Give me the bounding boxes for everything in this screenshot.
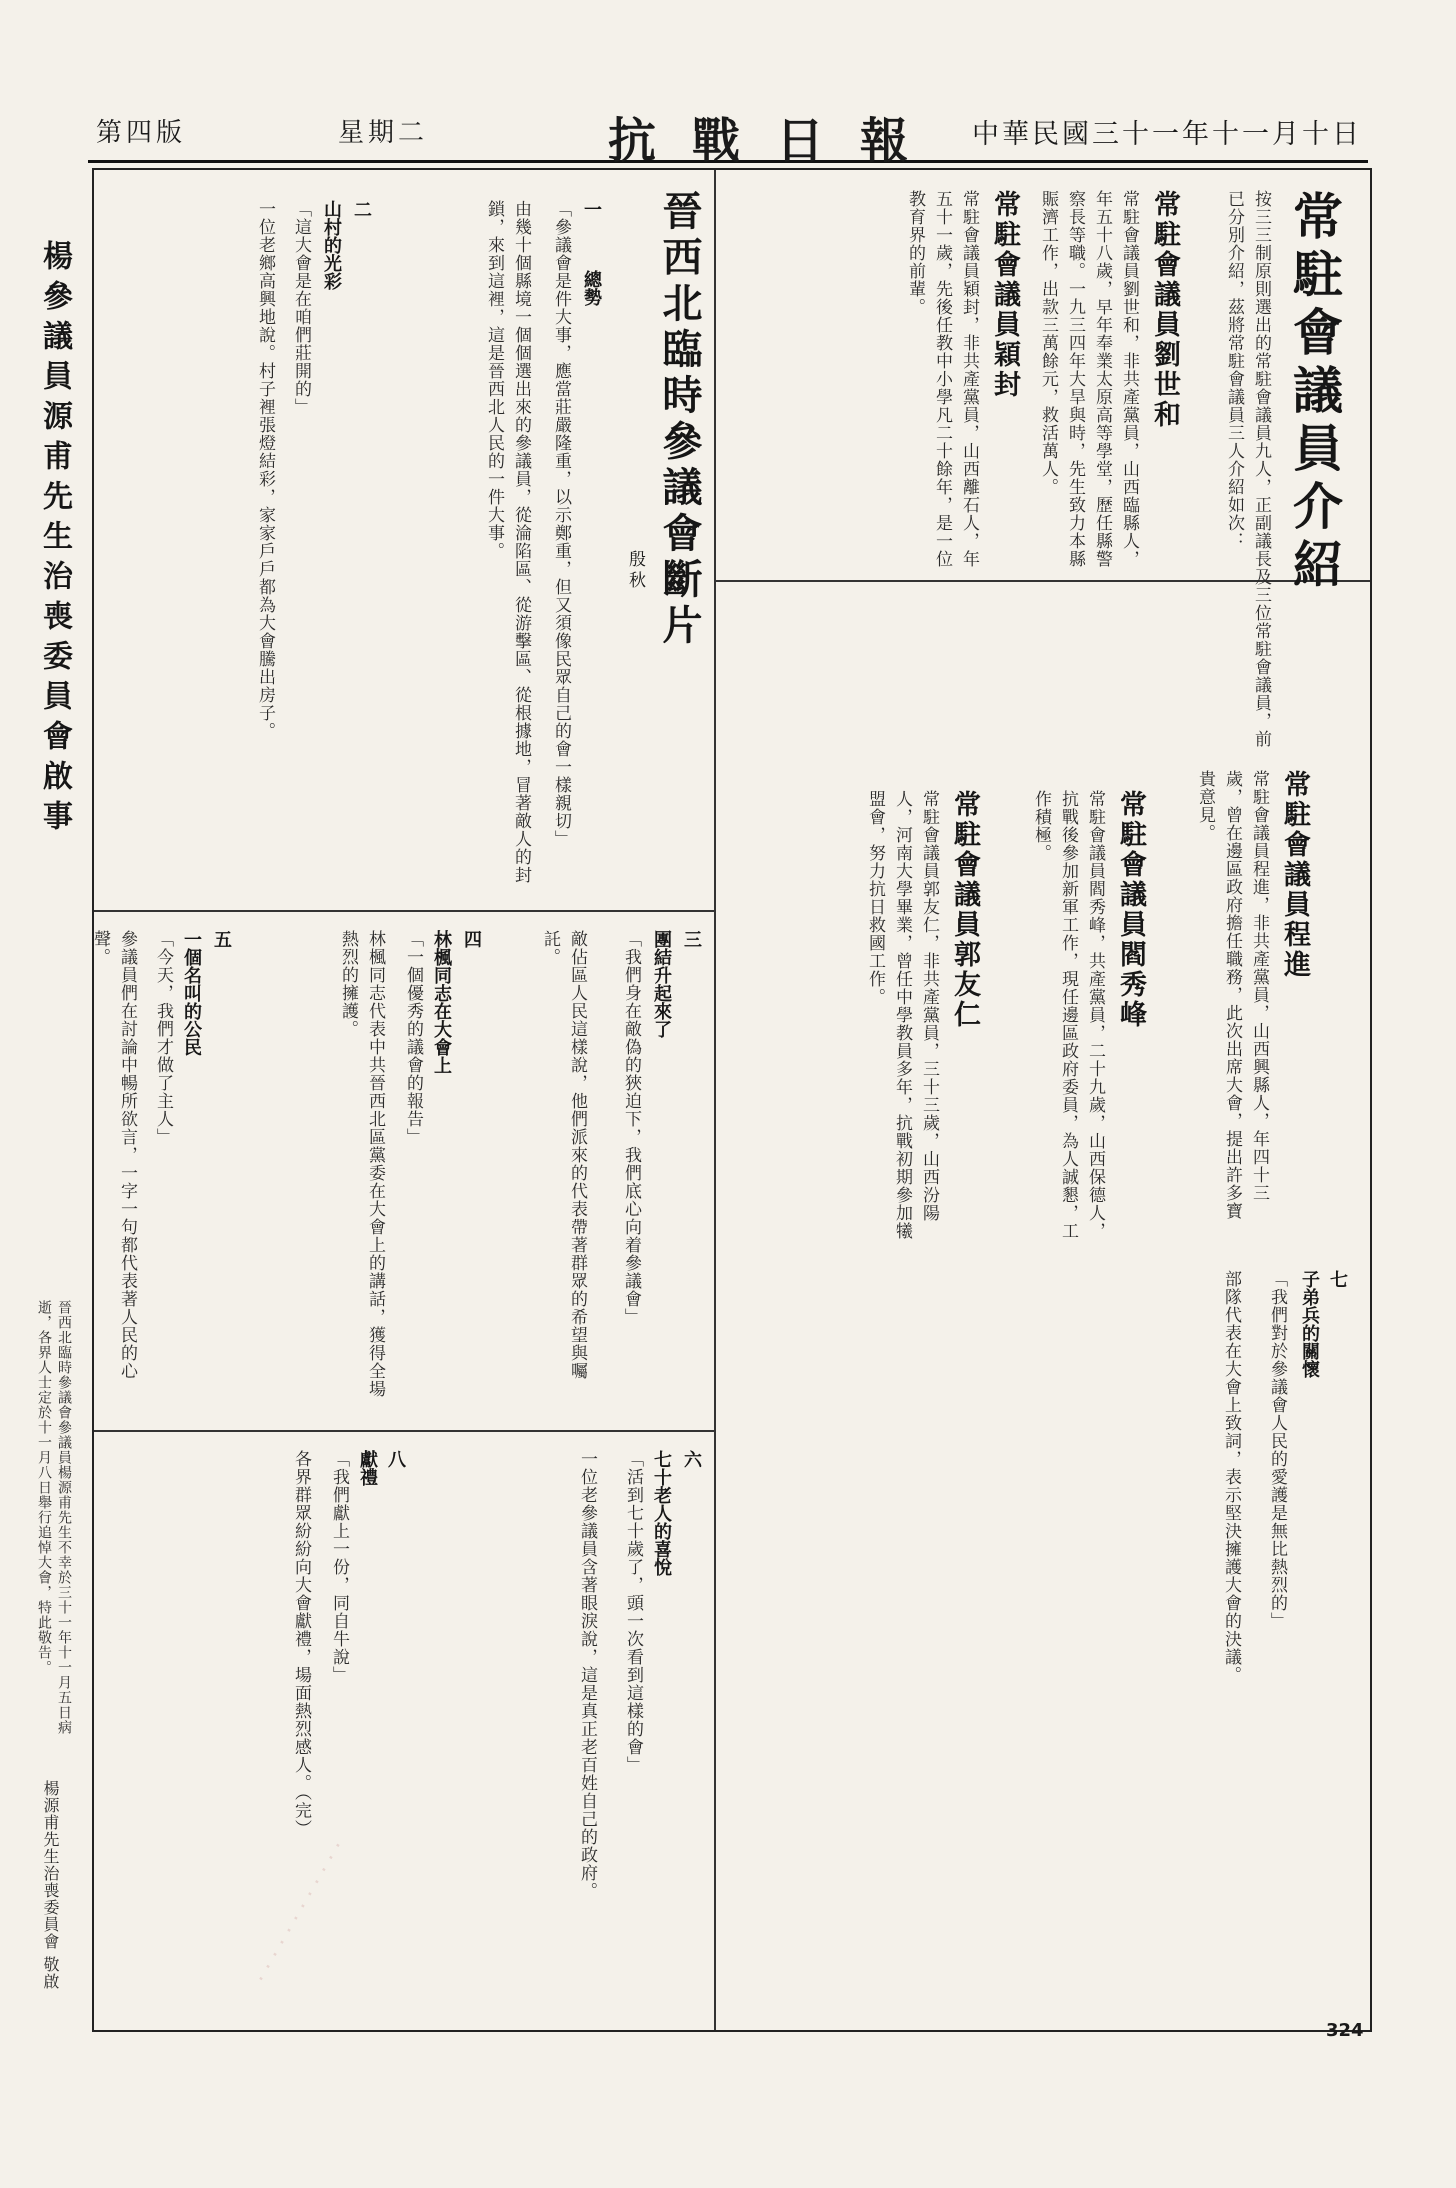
liu-body: 常駐會議員劉世和，非共產黨員，山西臨縣人，年五十八歲，早年奉業太原高等學堂，歷任縣警察長等職。一九三四年大旱與時，先生致力本縣賑濟工作，出款三萬餘元，救活萬人。 bbox=[1038, 190, 1139, 568]
section-2-number: 二 bbox=[351, 200, 372, 218]
section-1-body: 由幾十個縣境一個個選出來的參議員，從淪陷區、從游擊區、從根據地，冒著敵人的封鎖，來到這裡，這是晉西北人民的一件大事。 bbox=[484, 200, 531, 884]
issue-date: 中華民國三十一年十一月十日 bbox=[972, 119, 1362, 150]
section-5-number: 五 bbox=[211, 930, 232, 948]
main-title: 常駐會議員介紹 bbox=[1285, 190, 1344, 596]
section-3-title: 團結升起來了 bbox=[651, 930, 672, 1038]
section-3-number: 三 bbox=[681, 930, 702, 948]
section-4-title: 林楓同志在大會上 bbox=[431, 930, 452, 1074]
section-3-quote: 「我們身在敵偽的狹迫下，我們底心向着參議會」 bbox=[621, 930, 641, 1326]
divider-h1 bbox=[94, 910, 714, 912]
page-label: 第四版 bbox=[96, 118, 187, 148]
newspaper-title: 抗戰日報 bbox=[608, 113, 945, 169]
section-6-body: 一位老參議員含著眼淚說，這是真正老百姓自己的政府。 bbox=[577, 1450, 597, 1900]
divider-v1 bbox=[714, 170, 716, 2030]
divider-h3 bbox=[94, 1430, 714, 1432]
section-7-number: 七 bbox=[1327, 1270, 1348, 1288]
section-7-quote: 「我們對於參議會人民的愛護是無比熱烈的」 bbox=[1267, 1270, 1287, 1630]
section-4-quote: 「一個優秀的議會的報告」 bbox=[403, 930, 423, 1146]
fragments-heading: 晉西北臨時參議會斷片 bbox=[656, 190, 703, 650]
section-1-title: 總勢 bbox=[581, 270, 602, 306]
section-1-number: 一 bbox=[581, 200, 602, 218]
section-2-quote: 「這大會是在咱們莊開的」 bbox=[291, 200, 311, 416]
ying-heading: 常駐會議員穎封 bbox=[989, 190, 1020, 400]
section-6-title: 七十老人的喜悅 bbox=[651, 1450, 672, 1576]
section-8-title: 獻禮 bbox=[357, 1450, 378, 1486]
masthead bbox=[88, 98, 1368, 169]
liu-heading: 常駐會議員劉世和 bbox=[1149, 190, 1180, 430]
section-7-body: 部隊代表在大會上致詞，表示堅決擁護大會的決議。 bbox=[1221, 1270, 1241, 1684]
section-2-body: 一位老鄉高興地說。村子裡張燈結彩，家家戶戶都為大會騰出房子。 bbox=[255, 200, 275, 740]
section-7-title: 子弟兵的關懷 bbox=[1299, 1270, 1320, 1378]
guo-body: 常駐會議員郭友仁，非共產黨員，三十三歲，山西汾陽人，河南大學畢業，曾任中學教員多年，抗戰初期參加犧盟會，努力抗日救國工作。 bbox=[865, 790, 939, 1240]
notice-signature: 楊源甫先生治喪委員會 敬啟 bbox=[41, 1780, 60, 1991]
section-5-title: 一個名叫的公民 bbox=[181, 930, 202, 1056]
section-5-quote: 「今天，我們才做了主人」 bbox=[153, 930, 173, 1146]
section-1-quote: 「參議會是件大事，應當莊嚴隆重，以示鄭重，但又須像民眾自己的會一樣親切」 bbox=[551, 200, 571, 848]
section-8-body: 各界群眾紛紛向大會獻禮，場面熱烈感人。（完） bbox=[291, 1450, 311, 1838]
guo-heading: 常駐會議員郭友仁 bbox=[949, 790, 980, 1030]
section-5-body: 參議員們在討論中暢所欲言，一字一句都代表著人民的心聲。 bbox=[90, 930, 137, 1380]
section-4-number: 四 bbox=[461, 930, 482, 948]
section-2-title: 山村的光彩 bbox=[321, 200, 342, 290]
section-8-number: 八 bbox=[385, 1450, 406, 1468]
cheng-heading: 常駐會議員程進 bbox=[1279, 770, 1310, 980]
article-frame bbox=[92, 168, 1372, 2032]
section-6-quote: 「活到七十歲了，頭一次看到這樣的會」 bbox=[623, 1450, 643, 1774]
section-3-body: 敵佔區人民這樣說，他們派來的代表帶著群眾的希望與囑託。 bbox=[540, 930, 587, 1380]
ying-body: 常駐會議員穎封，非共產黨員，山西離石人，年五十一歲，先後任教中小學凡二十餘年，是一位教育界的前輩。 bbox=[905, 190, 979, 568]
section-8-quote: 「我們獻上一份，同自牛說」 bbox=[329, 1450, 349, 1684]
notice-title: 楊參議員源甫先生治喪委員會啟事 bbox=[37, 240, 72, 840]
issue-weekday: 星期二 bbox=[338, 118, 429, 148]
main-intro: 按三三制原則選出的常駐會議員九人，正副議長及三位常駐會議員，前已分別介紹，茲將常駐會議員三人介紹如次： bbox=[1224, 190, 1271, 748]
section-4-body: 林楓同志代表中共晉西北區黨委在大會上的講話，獲得全場熱烈的擁護。 bbox=[338, 930, 385, 1398]
obituary-notice bbox=[14, 160, 80, 2040]
page-number: 324 bbox=[1326, 2020, 1364, 2041]
section-6-number: 六 bbox=[681, 1450, 702, 1468]
yan-heading: 常駐會議員閻秀峰 bbox=[1115, 790, 1146, 1030]
yan-body: 常駐會議員閻秀峰，共產黨員，二十九歲，山西保德人，抗戰後參加新軍工作，現任邊區政府委員，為人誠懇，工作積極。 bbox=[1031, 790, 1105, 1240]
watermark: · · · · · · · · · · · · bbox=[249, 1836, 352, 1989]
notice-body: 晉西北臨時參議會參議員楊源甫先生不幸於三十一年十一月五日病逝，各界人士定於十一月八日舉行追悼大會，特此敬告。 bbox=[36, 1300, 72, 1735]
cheng-body: 常駐會議員程進，非共產黨員，山西興縣人，年四十三歲，曾在邊區政府擔任職務，此次出席大會，提出許多寶貴意見。 bbox=[1195, 770, 1269, 1220]
fragments-byline: 殷秋 bbox=[625, 550, 645, 592]
